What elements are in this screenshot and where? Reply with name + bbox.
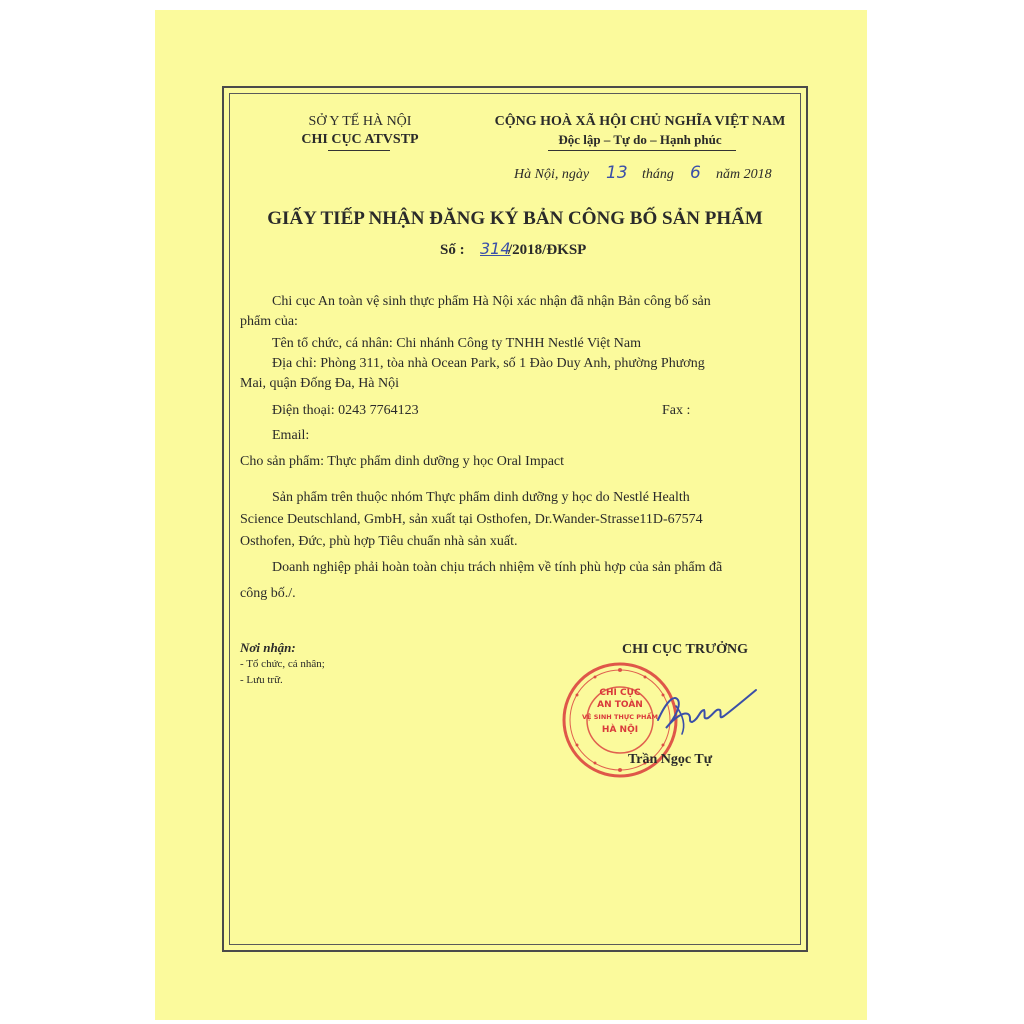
recipient-item: - Lưu trữ. <box>240 674 283 686</box>
recipients-title: Nơi nhận: <box>240 640 296 655</box>
date-month: 6 <box>690 163 701 183</box>
paragraph3-line-2: công bố./. <box>240 586 296 601</box>
organization-name: Tên tổ chức, cá nhân: Chi nhánh Công ty TNHH Nestlé Việt Nam <box>272 336 641 351</box>
document-number-handwritten: 314 <box>480 239 511 258</box>
seal-text-line-4: HÀ NỘI <box>601 725 639 735</box>
signer-title: CHI CỤC TRƯỞNG <box>622 642 749 657</box>
email: Email: <box>272 428 310 443</box>
paragraph2-line-1: Sản phẩm trên thuộc nhóm Thực phẩm dinh dưỡng y học do Nestlé Health <box>272 490 690 505</box>
intro-line-1: Chi cục An toàn vệ sinh thực phẩm Hà Nội xác nhận đã nhận Bản công bố sản <box>272 294 711 309</box>
agency-department: CHI CỤC ATVSTP <box>301 132 419 147</box>
agency-name: SỞ Y TẾ HÀ NỘI <box>308 114 412 129</box>
handwritten-signature <box>652 680 762 740</box>
document-number-label: Số : <box>440 242 465 258</box>
phone: Điện thoại: 0243 7764123 <box>272 403 419 418</box>
paragraph2-line-3: Osthofen, Đức, phù hợp Tiêu chuẩn nhà sản xuất. <box>240 534 518 549</box>
address-line-2: Mai, quận Đống Đa, Hà Nội <box>240 376 400 391</box>
motto-underline <box>548 150 736 151</box>
seal-text-line-1: CHI CỤC <box>599 688 641 698</box>
document-number-suffix: /2018/ĐKSP <box>508 242 587 258</box>
date-day: 13 <box>606 163 628 183</box>
fax: Fax : <box>662 403 691 418</box>
paragraph2-line-2: Science Deutschland, GmbH, sản xuất tại Osthofen, Dr.Wander-Strasse11D-67574 <box>240 512 703 527</box>
product-line: Cho sản phẩm: Thực phẩm dinh dưỡng y học Oral Impact <box>240 454 565 469</box>
document-title: GIẤY TIẾP NHẬN ĐĂNG KÝ BẢN CÔNG BỐ SẢN PHẨM <box>267 208 763 229</box>
date-prefix: Hà Nội, ngày <box>514 167 590 182</box>
agency-underline <box>328 150 390 151</box>
intro-line-2: phẩm của: <box>240 314 298 329</box>
nation-motto: Độc lập – Tự do – Hạnh phúc <box>558 132 722 147</box>
address-line-1: Địa chỉ: Phòng 311, tòa nhà Ocean Park, số 1 Đào Duy Anh, phường Phương <box>272 356 705 371</box>
recipient-item: - Tổ chức, cá nhân; <box>240 658 325 670</box>
paragraph3-line-1: Doanh nghiệp phải hoàn toàn chịu trách nhiệm về tính phù hợp của sản phẩm đã <box>272 560 723 575</box>
signer-name: Trần Ngọc Tự <box>628 752 713 767</box>
nation-title: CỘNG HOÀ XÃ HỘI CHỦ NGHĨA VIỆT NAM <box>494 114 786 129</box>
seal-text-line-2: AN TOÀN <box>597 700 643 710</box>
seal-text-line-3: VỆ SINH THỰC PHẨM <box>581 713 659 721</box>
date-month-label: tháng <box>642 167 674 182</box>
date-year: năm 2018 <box>716 167 772 182</box>
